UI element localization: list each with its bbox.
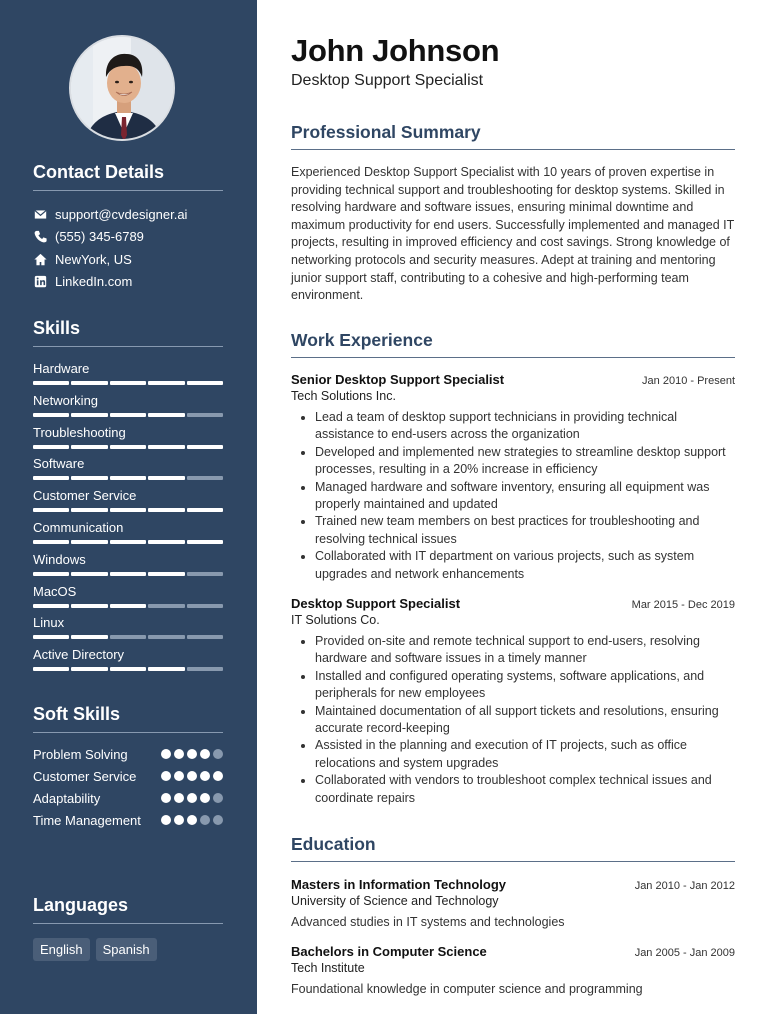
soft-skill-item	[33, 746, 223, 763]
candidate-name: John Johnson	[291, 33, 500, 68]
degree-date: Jan 2005 - Jan 2009	[634, 947, 735, 959]
skill-name: Networking	[33, 392, 99, 408]
skill-item	[33, 488, 223, 520]
skill-level-segment	[148, 445, 184, 449]
degree-description: Foundational knowledge in computer science and programming	[291, 982, 643, 996]
skill-level-segment	[71, 381, 107, 385]
skill-level-segment	[71, 667, 107, 671]
skill-level-segment	[148, 667, 184, 671]
skill-level-segment	[110, 572, 146, 576]
skill-level-segment	[187, 667, 223, 671]
soft-skill-list	[33, 746, 223, 829]
skill-level-segment	[71, 540, 107, 544]
skill-level-segment	[148, 381, 184, 385]
rating-dot	[213, 793, 223, 803]
avatar	[69, 35, 175, 141]
soft-skill-rating	[161, 815, 223, 825]
skill-item	[33, 647, 223, 679]
soft-skill-item	[33, 812, 223, 829]
job-title: Desktop Support Specialist	[291, 596, 461, 611]
skill-name: Hardware	[33, 361, 90, 376]
skill-item	[33, 393, 223, 425]
skill-level-segment	[33, 572, 69, 576]
skill-level-segment	[33, 508, 69, 512]
skill-level-segment	[71, 445, 107, 449]
skill-level-segment	[187, 540, 223, 544]
experience-heading: Work Experience	[291, 330, 735, 358]
rating-dot	[200, 815, 210, 825]
candidate-title: Desktop Support Specialist	[291, 72, 484, 89]
rating-dot	[213, 749, 223, 759]
job-bullets	[291, 409, 735, 583]
skill-level-segment	[187, 413, 223, 417]
contact-email[interactable]	[33, 203, 223, 226]
skill-level-segment	[187, 604, 223, 608]
contact-phone-text: (555) 345-6789	[55, 229, 144, 245]
skill-level-segment	[148, 540, 184, 544]
sidebar	[0, 0, 257, 1014]
rating-dot	[174, 771, 184, 781]
skill-item	[33, 425, 223, 457]
contact-location	[33, 248, 223, 271]
job-title: Senior Desktop Support Specialist	[291, 372, 505, 387]
contact-email-text: support@cvdesigner.ai	[55, 206, 188, 222]
job-date: Jan 2010 - Present	[642, 375, 735, 387]
job-bullet: • Installed and configured operating systems, software applications, and peripherals for new employees	[315, 668, 735, 703]
skill-level-bar	[33, 381, 223, 385]
skill-level-segment	[110, 445, 146, 449]
soft-skill-item	[33, 790, 223, 807]
skill-name: Active Directory	[33, 647, 125, 663]
skill-level-bar	[33, 413, 223, 417]
skill-name: MacOS	[33, 583, 77, 599]
job-bullet: • Assisted in the planning and execution of IT projects, such as office relocations and system upgrades	[315, 737, 735, 772]
skill-level-segment	[71, 508, 107, 512]
skill-name: Software	[33, 456, 85, 472]
soft-skill-name: Problem Solving	[33, 747, 128, 762]
contact-phone[interactable]	[33, 226, 223, 249]
rating-dot	[161, 771, 171, 781]
skill-item	[33, 552, 223, 584]
skill-level-segment	[110, 476, 146, 480]
skill-item	[33, 361, 223, 393]
contact-linkedin-text: LinkedIn.com	[55, 274, 133, 290]
skill-level-bar	[33, 635, 223, 639]
skill-level-segment	[110, 667, 146, 671]
soft-skill-name: Customer Service	[33, 769, 137, 784]
summary-heading: Professional Summary	[291, 122, 735, 150]
skill-level-segment	[187, 476, 223, 480]
skill-level-segment	[148, 413, 184, 417]
school-name: University of Science and Technology	[291, 894, 499, 908]
contact-heading: Contact Details	[33, 162, 223, 191]
skill-level-bar	[33, 476, 223, 480]
skill-level-segment	[33, 413, 69, 417]
skill-level-segment	[33, 445, 69, 449]
skill-level-segment	[71, 604, 107, 608]
school-name: Tech Institute	[291, 961, 365, 975]
degree-title: Bachelors in Computer Science	[291, 944, 487, 959]
soft-skill-name: Time Management	[33, 813, 141, 828]
job-entry	[291, 596, 735, 807]
linkedin-icon	[33, 275, 47, 289]
contact-linkedin[interactable]	[33, 271, 223, 294]
job-bullet: • Trained new team members on best practices for troubleshooting and resolving technical issues	[315, 513, 735, 548]
education-entry	[291, 877, 735, 929]
rating-dot	[200, 749, 210, 759]
skill-level-bar	[33, 540, 223, 544]
soft-skill-rating	[161, 793, 223, 803]
skill-level-segment	[33, 476, 69, 480]
summary-text: Experienced Desktop Support Specialist with 10 years of proven expertise in providing technical support and troubleshooting for desktop systems. Skilled in resolving hardware and software issues, ensuring minimal downtime and maximum productivity for end users. Successfully implemented and managed IT projects, resulting in improved efficiency and cost savings. Strong knowledge of networking protocols and security measures. Adept at training and mentoring junior support staff, contributing to a cohesive and high-performing team environment.	[291, 165, 735, 303]
skill-level-segment	[110, 413, 146, 417]
skill-item	[33, 456, 223, 488]
skill-level-segment	[33, 635, 69, 639]
rating-dot	[213, 815, 223, 825]
skill-name: Linux	[33, 615, 65, 631]
soft-skills-heading: Soft Skills	[33, 704, 223, 733]
skill-level-segment	[110, 540, 146, 544]
contact-section	[33, 162, 223, 293]
degree-date: Jan 2010 - Jan 2012	[634, 880, 735, 892]
education-heading: Education	[291, 834, 735, 862]
languages-heading: Languages	[33, 895, 223, 924]
soft-skill-rating	[161, 749, 223, 759]
skill-level-bar	[33, 445, 223, 449]
skill-item	[33, 584, 223, 616]
skills-heading: Skills	[33, 318, 223, 347]
skill-level-segment	[148, 572, 184, 576]
skill-level-segment	[33, 667, 69, 671]
skill-level-segment	[71, 572, 107, 576]
rating-dot	[187, 815, 197, 825]
contact-location-text: NewYork, US	[55, 251, 132, 267]
rating-dot	[174, 815, 184, 825]
job-bullet: • Developed and implemented new strategies to streamline desktop support processes, resulting in a 20% increase in efficiency	[315, 444, 735, 479]
job-bullet: • Maintained documentation of all support tickets and resolutions, ensuring accurate record-keeping	[315, 703, 735, 738]
rating-dot	[200, 793, 210, 803]
skill-level-segment	[148, 604, 184, 608]
skill-level-segment	[71, 476, 107, 480]
degree-description: Advanced studies in IT systems and technologies	[291, 915, 565, 929]
rating-dot	[200, 771, 210, 781]
skill-list	[33, 361, 223, 679]
skill-level-segment	[187, 572, 223, 576]
phone-icon	[33, 230, 47, 244]
rating-dot	[174, 749, 184, 759]
skill-level-segment	[71, 635, 107, 639]
job-date: Mar 2015 - Dec 2019	[631, 599, 735, 611]
soft-skill-item	[33, 768, 223, 785]
skill-level-segment	[33, 604, 69, 608]
skill-level-segment	[110, 635, 146, 639]
skill-level-segment	[110, 381, 146, 385]
skill-level-bar	[33, 572, 223, 576]
skill-name: Customer Service	[33, 488, 137, 504]
skill-level-segment	[187, 508, 223, 512]
skill-item	[33, 615, 223, 647]
rating-dot	[187, 793, 197, 803]
skill-level-segment	[33, 540, 69, 544]
home-icon	[33, 252, 47, 266]
languages-section	[33, 895, 223, 961]
soft-skill-rating	[161, 771, 223, 781]
job-company: Tech Solutions Inc.	[291, 389, 396, 403]
language-badge: English	[33, 938, 90, 961]
job-company: IT Solutions Co.	[291, 613, 380, 627]
degree-title: Masters in Information Technology	[291, 877, 507, 892]
rating-dot	[161, 793, 171, 803]
skills-section	[33, 318, 223, 679]
skill-level-segment	[110, 604, 146, 608]
profile-photo	[71, 37, 175, 141]
skill-level-segment	[148, 476, 184, 480]
education-entry	[291, 944, 735, 996]
skill-level-segment	[148, 635, 184, 639]
job-bullet: • Lead a team of desktop support technicians in providing technical assistance to end-users across the organization	[315, 409, 735, 444]
skill-name: Windows	[33, 551, 86, 567]
job-bullet: • Collaborated with vendors to troubleshoot complex technical issues and coordinate repairs	[315, 772, 735, 807]
skill-level-segment	[110, 508, 146, 512]
rating-dot	[174, 793, 184, 803]
rating-dot	[161, 749, 171, 759]
job-entry	[291, 372, 735, 583]
skill-level-segment	[187, 445, 223, 449]
job-bullets	[291, 633, 735, 807]
skill-level-segment	[33, 381, 69, 385]
skill-level-bar	[33, 604, 223, 608]
job-bullet: • Provided on-site and remote technical support to end-users, resolving hardware and software issues in a timely manner	[315, 633, 735, 668]
skill-level-segment	[148, 508, 184, 512]
soft-skill-name: Adaptability	[33, 791, 101, 806]
skill-name: Communication	[33, 519, 124, 535]
skill-level-segment	[71, 413, 107, 417]
skill-name: Troubleshooting	[33, 424, 126, 440]
rating-dot	[187, 749, 197, 759]
job-bullet: • Collaborated with IT department on various projects, such as system upgrades and network enhancements	[315, 548, 735, 583]
rating-dot	[213, 771, 223, 781]
soft-skills-section	[33, 704, 223, 829]
rating-dot	[161, 815, 171, 825]
envelope-icon	[33, 207, 47, 221]
skill-level-bar	[33, 508, 223, 512]
skill-level-segment	[187, 381, 223, 385]
rating-dot	[187, 771, 197, 781]
job-bullet: • Managed hardware and software inventory, ensuring all equipment was properly maintained and updated	[315, 479, 735, 514]
language-badge: Spanish	[96, 938, 157, 961]
skill-level-segment	[187, 635, 223, 639]
skill-item	[33, 520, 223, 552]
skill-level-bar	[33, 667, 223, 671]
